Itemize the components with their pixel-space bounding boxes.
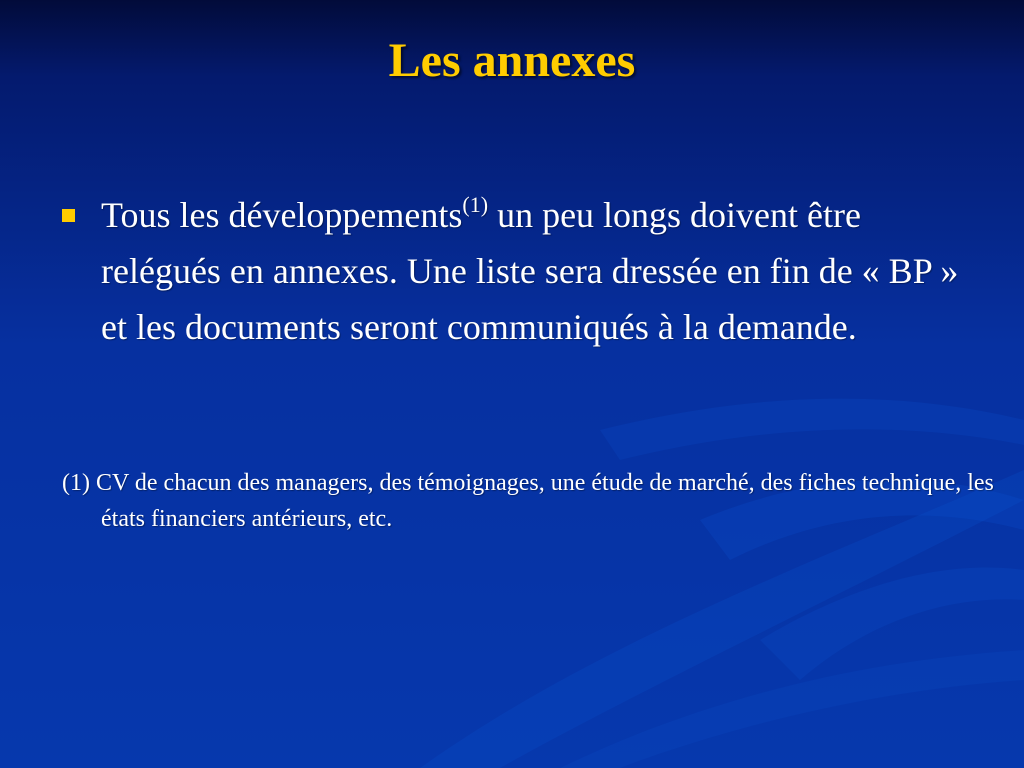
bullet-text-start: Tous les développements: [101, 195, 463, 235]
footnote-reference: (1): [462, 192, 489, 217]
bullet-text: [101, 187, 971, 355]
footnote-text: (1) CV de chacun des managers, des témoignages, une étude de marché, des fiches technique, les états financiers antérieurs, etc.: [62, 470, 994, 532]
bullet-text-rest: un peu longs doivent être relégués en annexes. Une liste sera dressée en fin de « BP » et les documents seront communiqués à la demande.: [101, 195, 959, 347]
slide-title: Les annexes: [388, 34, 636, 87]
square-bullet-icon: [62, 209, 75, 222]
